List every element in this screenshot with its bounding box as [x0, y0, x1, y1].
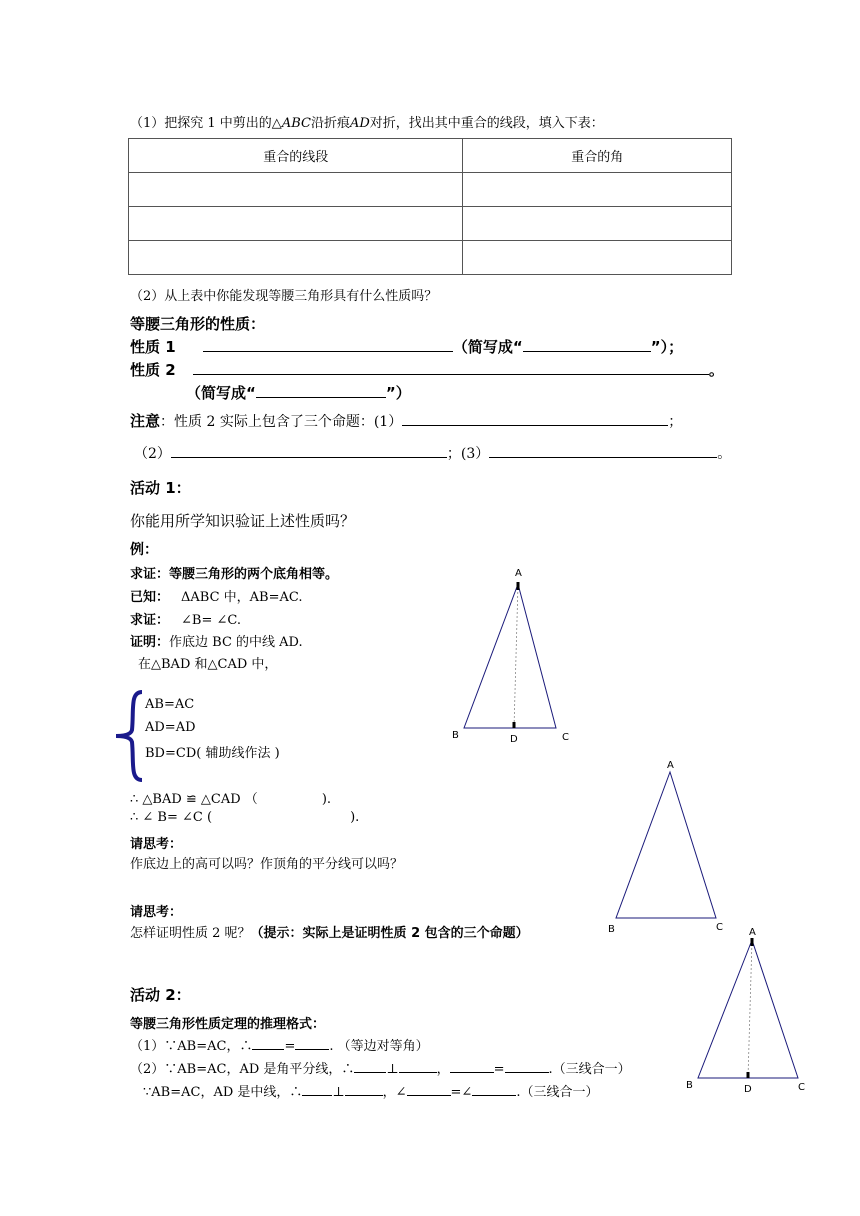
- proof-text: 作底边 BC 的中线 AD.: [169, 635, 303, 650]
- line3-d: =∠: [450, 1085, 473, 1100]
- therefore1-end: ).: [321, 792, 332, 807]
- therefore2-end: ).: [350, 810, 360, 825]
- task1-prefix: （1）把探究 1 中剪出的△: [130, 116, 282, 131]
- triangle-1-label-a: A: [515, 568, 522, 579]
- property2-abbr-blank[interactable]: [256, 383, 386, 398]
- prove-text: ∠B= ∠C.: [181, 613, 241, 628]
- triangle-1-label-d: D: [510, 734, 518, 745]
- triangle-3-label-d: D: [744, 1084, 752, 1094]
- task1-text: [130, 112, 604, 131]
- line2-e: .（三线合一）: [548, 1062, 631, 1077]
- line2-c: ，: [436, 1062, 450, 1077]
- table-header-angles: 重合的角: [463, 139, 732, 173]
- triangle-3-label-c: C: [798, 1082, 805, 1093]
- condition-2: AD=AD: [145, 720, 196, 735]
- property1-abbr-open: （简写成“: [452, 338, 523, 356]
- prove-line: [130, 609, 241, 628]
- therefore2-text: ∴ ∠ B= ∠C (: [130, 810, 213, 825]
- task1-mid: 沿折痕: [310, 116, 350, 131]
- triangle-figure-3: [684, 924, 814, 1094]
- note-line2: [134, 443, 731, 463]
- triangle-2-label-a: A: [667, 760, 674, 771]
- note-label: 注意: [130, 412, 161, 430]
- property1-abbr-blank[interactable]: [523, 337, 651, 352]
- triangle-1-label-b: B: [452, 730, 459, 741]
- triangle-3-base-mark: [747, 1072, 750, 1078]
- line2-d: =: [493, 1062, 505, 1077]
- triangle-1-median: [514, 584, 518, 728]
- triangle-3-outline: [698, 940, 798, 1078]
- note-blank1[interactable]: [402, 411, 668, 426]
- proof-label: 证明：: [130, 635, 170, 650]
- property1-abbr-close: ”）；: [650, 338, 684, 356]
- line3-e: .（三线合一）: [516, 1085, 599, 1100]
- line3-blank2[interactable]: [345, 1081, 383, 1096]
- table-cell[interactable]: [463, 207, 732, 241]
- property2-abbr-open: （简写成“: [186, 384, 256, 402]
- table-row: [129, 241, 732, 275]
- property2-blank[interactable]: [193, 360, 709, 375]
- prove-label: 求证：: [130, 613, 170, 628]
- therefore-angles: [130, 810, 359, 825]
- known-text: ΔABC 中，AB=AC.: [181, 590, 303, 605]
- think2-label: 请思考：: [130, 905, 183, 920]
- line1-b: =: [284, 1039, 296, 1054]
- reasoning-line-1: [130, 1035, 429, 1054]
- in-triangle-line: 在△BAD 和△CAD 中，: [138, 657, 278, 672]
- line2-b: ⊥: [386, 1062, 399, 1077]
- note-text: ：性质 2 实际上包含了三个命题：(1）: [160, 414, 403, 430]
- reasoning-line-2: [130, 1058, 631, 1077]
- triangle-1-apex-mark: [517, 582, 520, 590]
- line3-c: ，∠: [382, 1085, 407, 1100]
- task1-ad: AD: [349, 116, 370, 131]
- property1-label: 性质 1: [130, 338, 176, 356]
- table-header-segments: 重合的线段: [129, 139, 463, 173]
- triangle-figure-2: [604, 756, 734, 936]
- property2-line: [130, 359, 724, 380]
- property2-abbr: [186, 382, 411, 403]
- line3-blank1[interactable]: [302, 1081, 332, 1096]
- table-cell[interactable]: [463, 241, 732, 275]
- reasoning-line-3: [143, 1081, 598, 1100]
- triangle-3-median: [748, 940, 752, 1078]
- therefore-congruent: [130, 788, 331, 807]
- table-row: [129, 173, 732, 207]
- overlap-table: [128, 138, 732, 275]
- line3-blank4[interactable]: [472, 1081, 516, 1096]
- activity1-question: 你能用所学知识验证上述性质吗？: [130, 512, 356, 530]
- triangle-1-outline: [464, 584, 556, 728]
- activity2-title: 活动 2：: [130, 986, 191, 1004]
- proof-line: [130, 631, 303, 650]
- triangle-3-label-b: B: [686, 1080, 693, 1091]
- note-sep: ；(3）: [446, 446, 490, 462]
- activity2-subtitle: 等腰三角形性质定理的推理格式：: [130, 1017, 326, 1032]
- property1-line: [130, 336, 683, 357]
- think2-text: 怎样证明性质 2 呢？: [130, 926, 251, 941]
- task1-suffix: 对折，找出其中重合的线段，填入下表：: [369, 116, 604, 131]
- triangle-1-base-mark: [513, 722, 516, 728]
- line1-blank1[interactable]: [252, 1035, 284, 1050]
- line2-blank3[interactable]: [450, 1058, 494, 1073]
- triangle-2-label-b: B: [608, 924, 615, 935]
- condition-3: BD=CD( 辅助线作法 ): [145, 746, 280, 761]
- known-line: [130, 586, 303, 605]
- think2-hint: （提示：实际上是证明性质 2 包含的三个命题）: [250, 926, 529, 941]
- think1-label: 请思考：: [130, 837, 183, 852]
- note-blank2[interactable]: [171, 443, 447, 458]
- note-line1: [130, 410, 682, 431]
- triangle-figure-1: [448, 562, 588, 748]
- triangle-2-outline: [616, 772, 716, 918]
- think2-line: [130, 922, 529, 941]
- triangle-3-apex-mark: [751, 938, 754, 946]
- prove-title: 求证：等腰三角形的两个底角相等。: [130, 567, 339, 582]
- table-cell[interactable]: [129, 173, 463, 207]
- note-blank3[interactable]: [489, 443, 717, 458]
- note-end2: 。: [717, 446, 732, 462]
- table-cell[interactable]: [129, 241, 463, 275]
- note-end: ；: [668, 414, 683, 430]
- line3-a: ∵AB=AC，AD 是中线，∴: [143, 1085, 303, 1100]
- table-cell[interactable]: [129, 207, 463, 241]
- properties-heading: 等腰三角形的性质：: [130, 315, 266, 333]
- condition-1: AB=AC: [145, 697, 195, 712]
- note-item2: （2）: [134, 446, 171, 462]
- property2-label: 性质 2: [130, 361, 176, 379]
- line1-a: （1）∵AB=AC，∴: [130, 1039, 253, 1054]
- line2-blank4[interactable]: [505, 1058, 549, 1073]
- known-label: 已知：: [130, 590, 170, 605]
- triangle-2-label-c: C: [716, 922, 723, 933]
- property2-abbr-close: ”）: [385, 384, 411, 402]
- task1-tri: ABC: [281, 116, 311, 131]
- line2-blank2[interactable]: [399, 1058, 437, 1073]
- line2-blank1[interactable]: [354, 1058, 386, 1073]
- triangle-3-label-a: A: [749, 927, 756, 938]
- table-header-row: [129, 139, 732, 173]
- therefore1-text: ∴ △BAD ≌ △CAD （: [130, 792, 258, 807]
- line3-b: ⊥: [332, 1085, 345, 1100]
- property2-end: 。: [708, 361, 724, 379]
- line2-a: （2）∵AB=AC，AD 是角平分线，∴: [130, 1062, 355, 1077]
- line1-blank2[interactable]: [295, 1035, 329, 1050]
- line1-c: . （等边对等角）: [329, 1039, 429, 1054]
- think1-text: 作底边上的高可以吗？作顶角的平分线可以吗？: [130, 857, 404, 872]
- table-cell[interactable]: [463, 173, 732, 207]
- table-row: [129, 207, 732, 241]
- example-label: 例：: [130, 542, 158, 558]
- property1-blank[interactable]: [203, 337, 453, 352]
- task2-text: （2）从上表中你能发现等腰三角形具有什么性质吗？: [130, 289, 438, 304]
- line3-blank3[interactable]: [407, 1081, 451, 1096]
- activity1-title: 活动 1：: [130, 479, 191, 497]
- triangle-1-label-c: C: [562, 732, 569, 743]
